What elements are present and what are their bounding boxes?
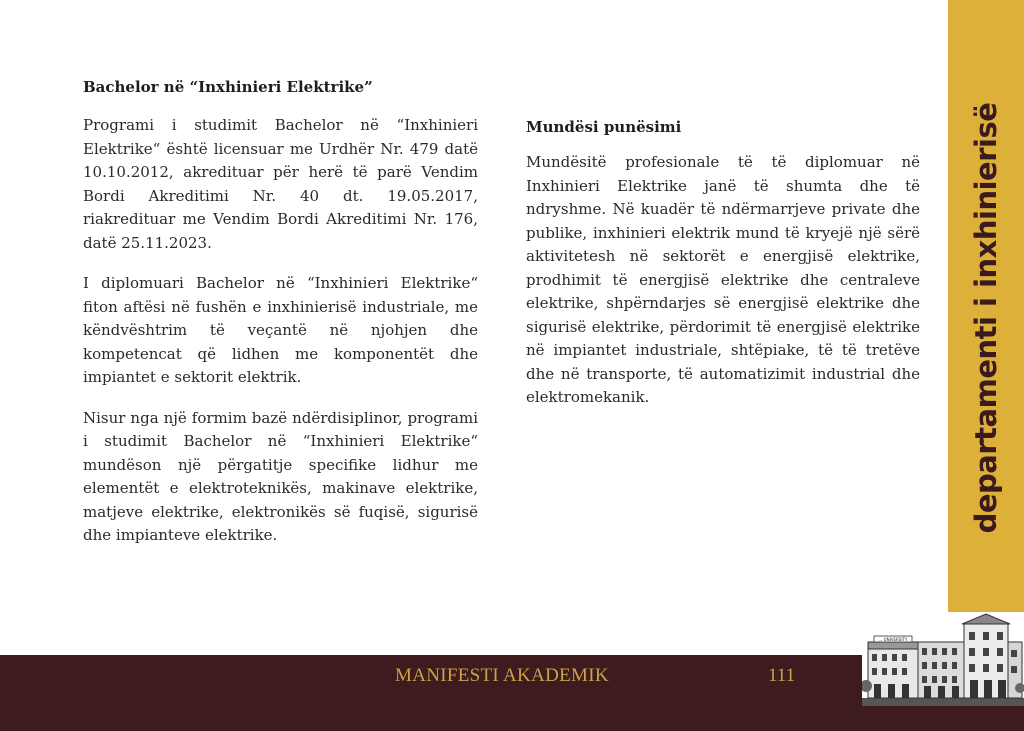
- page-number: 111: [768, 665, 796, 686]
- footer-title: MANIFESTI AKADEMIK: [395, 665, 609, 686]
- paragraph-license: Programi i studimit Bachelor në “Inxhinieri Elektrike“ është licensuar me Urdhër Nr. 479 datë 10.10.2012, akredituar për herë të parë Vendim Bordi Akreditimi Nr. 40 dt. 19.05.2017, riakredituar me Vendim Bordi Akreditimi Nr. 176, datë 25.11.2023.: [83, 116, 478, 252]
- department-label: departamenti i inxhinierisë: [969, 102, 1003, 534]
- left-column: [83, 78, 478, 565]
- building-sign: ... UNIVERSITY: [878, 637, 908, 642]
- right-column: [526, 118, 920, 427]
- paragraph-employment: Mundësitë profesionale të të diplomuar në Inxhinieri Elektrike janë të shumta dhe të ndryshme. Në kuadër të ndërmarrjeve private dhe publike, inxhinieri elektrik mund të kryejë një sërë aktivitetesh në sektorët e energjisë elektrike, prodhimit të energjisë elektrike dhe centraleve elektrike, shpërndarjes së energjisë elektrike dhe sigurisë elektrike, përdorimit të energjisë elektrike në impiantet industriale, shtëpiake, të të tretëve dhe në transporte, të automatizimit industrial dhe elektromekanik.: [526, 153, 920, 406]
- department-sidebar: [948, 0, 1024, 655]
- paragraph-program: Nisur nga një formim bazë ndërdisiplinor, programi i studimit Bachelor në “Inxhinieri Elektrike“ mundëson një përgatitje specifike lidhur me elementët e elektroteknikës, makinave elektrike, matjeve elektrike, elektronikës së fuqisë, sigurisë dhe impianteve elektrike.: [83, 408, 478, 544]
- program-heading: Bachelor në “Inxhinieri Elektrike”: [83, 78, 373, 96]
- employment-heading: Mundësi punësimi: [526, 118, 682, 136]
- paragraph-skills: I diplomuari Bachelor në “Inxhinieri Elektrike“ fiton aftësi në fushën e inxhinierisë industriale, me këndvështrim të veçantë në njohjen dhe kompetencat që lidhen me komponentët dhe impiantet e sektorit elektrik.: [83, 274, 478, 386]
- university-building-illustration: [862, 612, 1024, 706]
